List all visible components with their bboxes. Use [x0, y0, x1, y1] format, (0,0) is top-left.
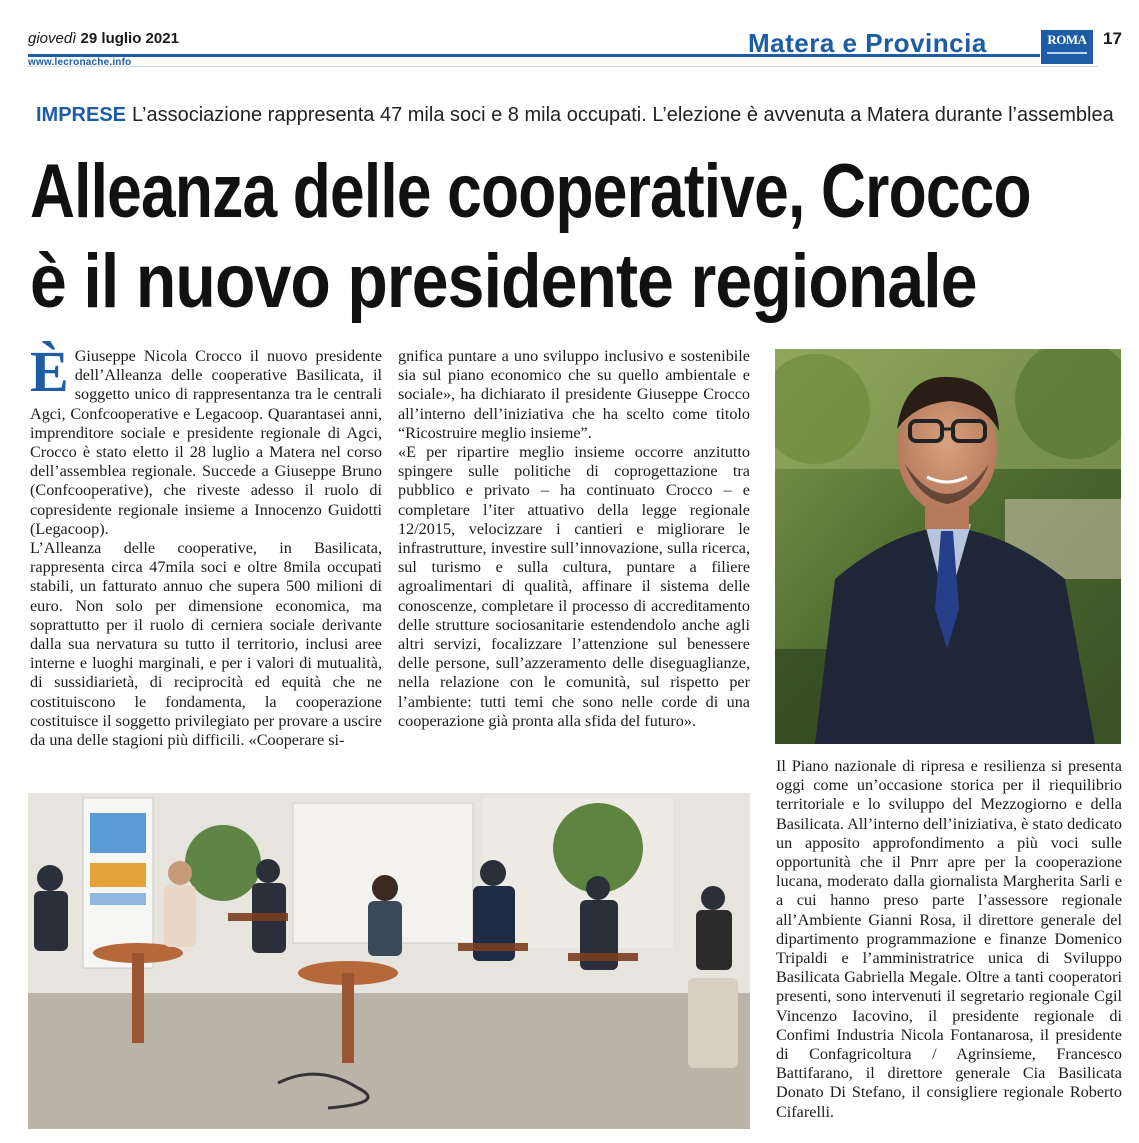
event-photo — [28, 793, 750, 1129]
kicker — [36, 104, 1114, 127]
logo-underline — [1047, 52, 1087, 54]
issue-date — [28, 30, 179, 47]
article-column-1 — [30, 339, 382, 750]
portrait-photo — [775, 349, 1121, 744]
headline-line-2: è il nuovo presidente regionale — [30, 239, 977, 324]
paragraph: «E per ripartire meglio insieme occorre anzitutto spingere sulle politiche di coprogettazione tra pubblico e privato – ha continuato Crocco – e completare l’iter attuativo della legge regionale 12/2015, velocizzare i cantieri e migliorare le infrastrutture, investire sull’innovazione, sulla ricerca, sul turismo e sulla cultura, puntare a filiere agroalimentari di qualità, affinare il sistema delle conoscenze, completare il processo di accreditamento delle strutture sociosanitarie estendendolo anche agli altri servizi, focalizzare l’attenzione sul benessere delle persone, sull’azzeramento delle diseguaglianze, nella relazione con le comunità, sul rispetto per l’ambiente: tutti temi che sono nelle corde di una cooperazione già pronta alla sfida del futuro». — [398, 443, 750, 730]
section-title: Matera e Provincia — [748, 28, 987, 58]
kicker-label: IMPRESE — [36, 104, 127, 126]
article-column-3 — [776, 757, 1122, 1122]
newspaper-logo — [1041, 30, 1093, 64]
drop-cap: È — [30, 339, 69, 404]
logo-text: ROMA — [1047, 32, 1087, 47]
issue-date-text: 29 luglio 2021 — [80, 30, 179, 47]
headline-line-1: Alleanza delle cooperative, Crocco — [30, 149, 1031, 234]
paragraph: L’Alleanza delle cooperative, in Basilicata, rappresenta circa 47mila soci e oltre 8mila occupati stabili, un fatturato annuo che supera 500 milioni di euro. Non solo per dimensione economica, ma soprattutto per il ruolo di cerniera sociale derivante dalla sua nervatura su tutto il territorio, inclusi aree interne e luoghi marginali, e per i valori di mutualità, di sussidiarietà, di reciprocità ed equità che ne costituiscono le fondamenta, la cooperazione costituisce il soggetto privilegiato per provare a uscire da una delle stagioni più difficili. «Cooperare si- — [30, 539, 382, 750]
paragraph: Il Piano nazionale di ripresa e resilienza si presenta oggi come un’occasione storica per il riequilibrio territoriale e lo sviluppo del Mezzogiorno e della Basilicata. All’interno dell’iniziativa, è stato dedicato un apposito approfondimento a più voci sulle opportunità che il Pnrr apre per la cooperazione lucana, moderato dalla giornalista Margherita Sarli e a cui hanno preso parte l’assessore regionale all’Ambiente Gianni Rosa, il direttore generale del dipartimento programmazione e finanze Domenico Tripaldi e l’amministratrice unica di Sviluppo Basilicata Gabriella Megale. Oltre a tanti cooperatori presenti, sono intervenuti il segretario regionale Cgil Vincenzo Iacovino, il presidente regionale di Confimi Industria Nicola Fontanarosa, il presidente di Confagricoltura / Agrinsieme, Francesco Battifarano, il direttore generale Cia Basilicata Donato Di Stefano, il consigliere regionale Roberto Cifarelli. — [776, 757, 1122, 1121]
kicker-text: L’associazione rappresenta 47 mila soci e 8 mila occupati. L’elezione è avvenuta a Matera durante l’assemblea — [132, 104, 1114, 126]
article-column-2 — [398, 347, 750, 731]
website-url[interactable]: www.lecronache.info — [28, 57, 132, 68]
header-thin-rule — [28, 66, 1098, 67]
paragraph — [30, 339, 382, 539]
page-number: 17 — [1103, 29, 1122, 48]
issue-weekday: giovedì — [28, 30, 77, 47]
paragraph-text: Giuseppe Nicola Crocco il nuovo presidente dell’Alleanza delle cooperative Basilicata, il soggetto unico di rappresentanza tra le centrali Agci, Confcooperative e Legacoop. Quarantasei anni, imprenditore sociale e presidente regionale di Agci, Crocco è stato eletto il 28 luglio a Matera nel corso dell’assemblea regionale. Succede a Giuseppe Bruno (Confcooperative), che riveste adesso il ruolo di copresidente regionale insieme a Innocenzo Guidotti (Legacoop). — [30, 347, 382, 538]
paragraph: gnifica puntare a uno sviluppo inclusivo e sostenibile sia sul piano economico che su quello ambientale e sociale», ha dichiarato il presidente Giuseppe Crocco all’interno dell’iniziativa che ha scelto come titolo “Ricostruire meglio insieme”. — [398, 347, 750, 442]
